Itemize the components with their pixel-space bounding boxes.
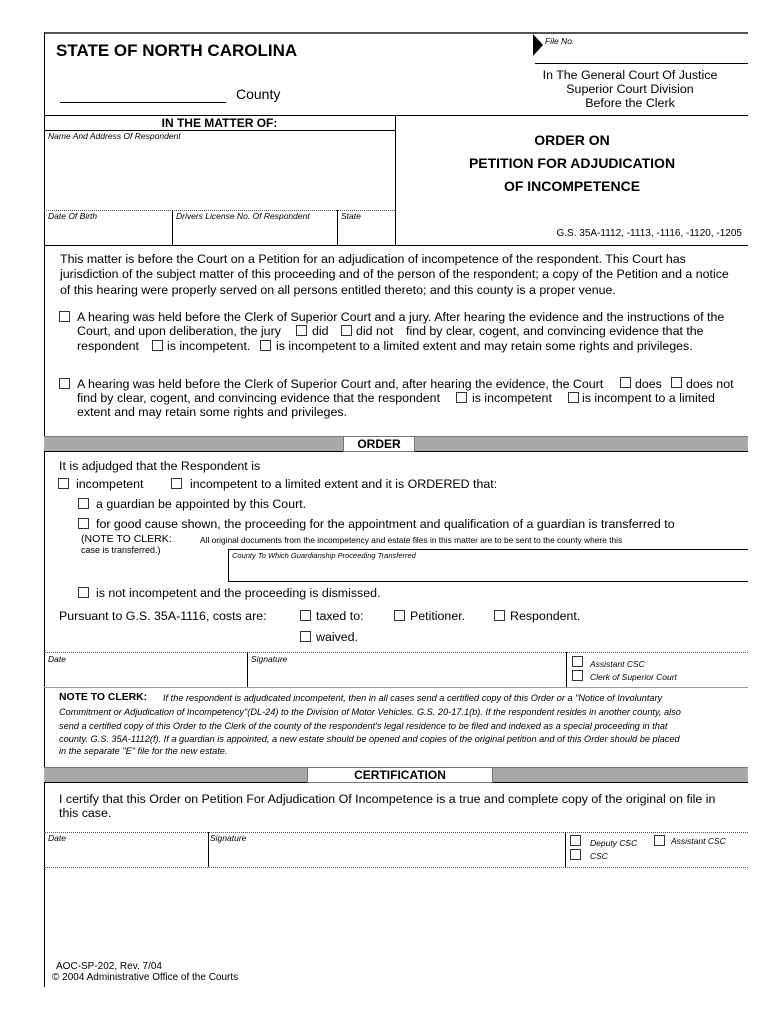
state-label: State [341,211,361,221]
jury-hearing-checkbox[interactable] [59,311,70,322]
note-line: in the separate "E" file for the new estate. [59,746,228,756]
date-label[interactable]: Date [48,654,66,664]
court-line-3: Before the Clerk [585,96,675,110]
title-line-3: OF INCOMPETENCE [503,178,641,194]
taxed-label: taxed to: [316,609,364,623]
incompetent-checkbox[interactable] [58,478,69,489]
title-line-1: ORDER ON [534,132,610,148]
state-heading: STATE OF NORTH CAROLINA [56,41,298,60]
dl-label: Drivers License No. Of Respondent [176,211,310,221]
jury-limited-checkbox[interactable] [260,340,271,351]
csc-label: CSC [590,851,608,861]
order-heading: ORDER [343,436,415,452]
limited-label: incompetent to a limited extent and it is ORDERED that: [190,477,498,491]
respondent-label: Respondent. [510,609,581,623]
incompetent-label: is incompetent [472,391,552,405]
file-no-label: File No. [545,36,575,46]
jury-text: respondent [77,339,140,353]
order-section-bar [44,436,748,452]
assistant-csc-checkbox[interactable] [572,656,583,667]
top-border [44,32,748,34]
petitioner-checkbox[interactable] [394,610,405,621]
intro-line: jurisdiction of the subject matter of this proceeding and of the person of the respondent; a copy of the Petition and a notice [60,267,729,281]
note-line: Commitment or Adjudication of Incompetency"(DL-24) to the Division of Motor Vehicles. G.S. 20-17.1(b). If the respondent resides in another county, also [59,707,681,717]
intro-line: of this hearing were properly served on all persons entitled thereto; and this county is a proper venue. [60,283,616,297]
divider [44,245,748,246]
name-address-label: Name And Address Of Respondent [48,131,181,141]
cert-text: I certify that this Order on Petition For Adjudication Of Incompetence is a true and complete copy of the original on file in [59,792,716,806]
note-heading: NOTE TO CLERK: [59,692,148,703]
not-incompetent-label: is not incompetent and the proceeding is dismissed. [96,586,381,600]
file-no-arrow-icon [533,34,543,56]
clerk-superior-court-checkbox[interactable] [572,670,583,681]
file-no-line [535,63,748,64]
incompetent-label: is incompetent. [167,339,251,353]
divider [44,652,748,653]
matter-heading: IN THE MATTER OF: [161,116,278,130]
csc-checkbox[interactable] [570,849,581,860]
deputy-csc-checkbox[interactable] [570,835,581,846]
deputy-csc-label: Deputy CSC [590,838,638,848]
intro-line: This matter is before the Court on a Petition for an adjudication of incompetence of the respondent. This Court has [60,252,686,266]
transfer-checkbox[interactable] [78,518,89,529]
cert-text: this case. [59,806,112,820]
waived-checkbox[interactable] [300,631,311,642]
note-line: send a certified copy of this Order to the Clerk of the county of the respondent's legal residence to be filed and indexed as a special proceeding in that [59,721,668,731]
transfer-note: case is transferred.) [81,545,161,555]
does-not-label: does not [686,377,734,391]
clerk-limited-checkbox[interactable] [568,392,579,403]
divider [337,210,338,245]
divider [44,832,748,833]
taxed-checkbox[interactable] [300,610,311,621]
cert-signature-label[interactable]: Signature [210,833,247,843]
jury-text: A hearing was held before the Clerk of Superior Court and a jury. After hearing the evidence and the instructions of the [77,310,725,324]
county-input[interactable] [60,102,226,103]
county-transfer-label: County To Which Guardianship Proceeding Transferred [232,551,416,560]
cert-assistant-csc-label: Assistant CSC [671,836,726,846]
note-line: If the respondent is adjudicated incompetent, then in all cases send a certified copy of this Order or a "Notice of Involuntary [163,693,663,703]
title-line-2: PETITION FOR ADJUDICATION [468,155,676,171]
county-label: County [236,86,281,102]
divider [247,652,248,687]
divider [44,867,748,868]
file-no-field[interactable] [545,42,745,62]
guardian-label: a guardian be appointed by this Court. [96,497,307,511]
cert-assistant-csc-checkbox[interactable] [654,835,665,846]
limited-checkbox[interactable] [171,478,182,489]
clerk-incompetent-checkbox[interactable] [456,392,467,403]
jury-incompetent-checkbox[interactable] [152,340,163,351]
jury-did-not-checkbox[interactable] [341,325,352,336]
divider [565,832,566,867]
guardian-checkbox[interactable] [78,498,89,509]
county-transfer-field[interactable] [228,549,748,582]
transfer-label: for good cause shown, the proceeding for the appointment and qualification of a guardian is transferred to [96,517,675,531]
respondent-checkbox[interactable] [494,610,505,621]
does-label: does [635,377,662,391]
limited-label: is incompetent to a limited extent and may retain some rights and privileges. [276,339,693,353]
clerk-does-checkbox[interactable] [620,377,631,388]
cert-date-label[interactable]: Date [48,833,66,843]
jury-did-checkbox[interactable] [296,325,307,336]
transfer-note: (NOTE TO CLERK: [81,533,172,545]
waived-label: waived. [316,630,359,644]
clerk-does-not-checkbox[interactable] [671,377,682,388]
adjudged-text: It is adjudged that the Respondent is [59,459,261,473]
note-line: county. G.S. 35A-1112(f). If a guardian is appointed, a new estate should be opened and copies of the original petition and of this Order should be placed [59,734,680,744]
name-address-field[interactable] [46,143,393,209]
clerk-hearing-checkbox[interactable] [59,378,70,389]
dob-label: Date Of Birth [48,211,98,221]
jury-text: Court, and upon deliberation, the jury [77,324,281,338]
signature-label[interactable]: Signature [251,654,288,664]
jury-text: find by clear, cogent, and convincing evidence that the [406,324,704,338]
certification-section-bar [44,767,748,783]
petitioner-label: Petitioner. [410,609,466,623]
clerk-superior-court-label: Clerk of Superior Court [590,672,677,682]
court-line-2: Superior Court Division [566,82,694,96]
copyright: © 2004 Administrative Office of the Courts [52,972,239,983]
left-border [44,32,45,987]
costs-text: Pursuant to G.S. 35A-1116, costs are: [59,609,267,623]
clerk-text: find by clear, cogent, and convincing evidence that the respondent [77,391,441,405]
certification-heading: CERTIFICATION [307,767,493,783]
clerk-text: extent and may retain some rights and privileges. [77,405,347,419]
divider [44,687,748,688]
divider [208,832,209,867]
assistant-csc-label: Assistant CSC [590,659,645,669]
transfer-note: All original documents from the incompetency and estate files in this matter are to be sent to the county where this [200,535,623,545]
statutes: G.S. 35A-1112, -1113, -1116, -1120, -1205 [556,228,742,239]
clerk-text: A hearing was held before the Clerk of Superior Court and, after hearing the evidence, the Court [77,377,604,391]
not-incompetent-checkbox[interactable] [78,587,89,598]
did-label: did [312,324,329,338]
divider [566,652,567,687]
divider [172,210,173,245]
limited-label: is incompent to a limited [582,391,715,405]
did-not-label: did not [356,324,394,338]
incompetent-label: incompetent [76,477,144,491]
form-number: AOC-SP-202, Rev. 7/04 [56,961,162,972]
court-line-1: In The General Court Of Justice [542,68,718,82]
